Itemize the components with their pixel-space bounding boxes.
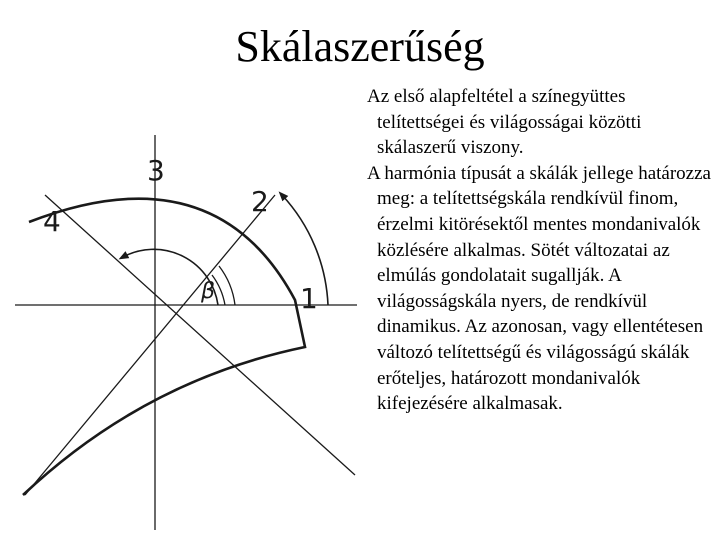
label-1: 1	[300, 282, 318, 315]
paragraph-1: Az első alapfeltétel a színegyüttes telítettségei és világosságai közötti skálaszerű viszony.	[367, 86, 642, 159]
diagonal-line-up	[25, 195, 275, 495]
color-scale-diagram	[5, 135, 365, 535]
slide-title: Skálaszerűség	[235, 22, 485, 71]
label-4: 4	[43, 205, 61, 238]
beta-angle-arc-outer	[219, 266, 235, 305]
body-text	[367, 84, 713, 417]
label-beta: β	[201, 279, 216, 304]
label-2: 2	[251, 185, 269, 218]
scale-field-outline	[23, 199, 305, 495]
diagonal-line-down	[45, 195, 355, 475]
paragraph-2: A harmónia típusát a skálák jellege határozza meg: a telítettségskála rendkívül finom, érzelmi kitörésektől mentes mondanivalók közlésére alkalmas. Sötét változatai az elmúlás gondolatait sugallják. A világosságskála nyers, de rendkívül dinamikus. Az azonosan, vagy ellentétesen változó telítettségű és világosságú skálák erőteljes, határozott mondanivalók kifejezésére alkalmasak.	[367, 162, 711, 415]
label-3: 3	[147, 154, 165, 187]
diagram-svg	[5, 135, 365, 535]
